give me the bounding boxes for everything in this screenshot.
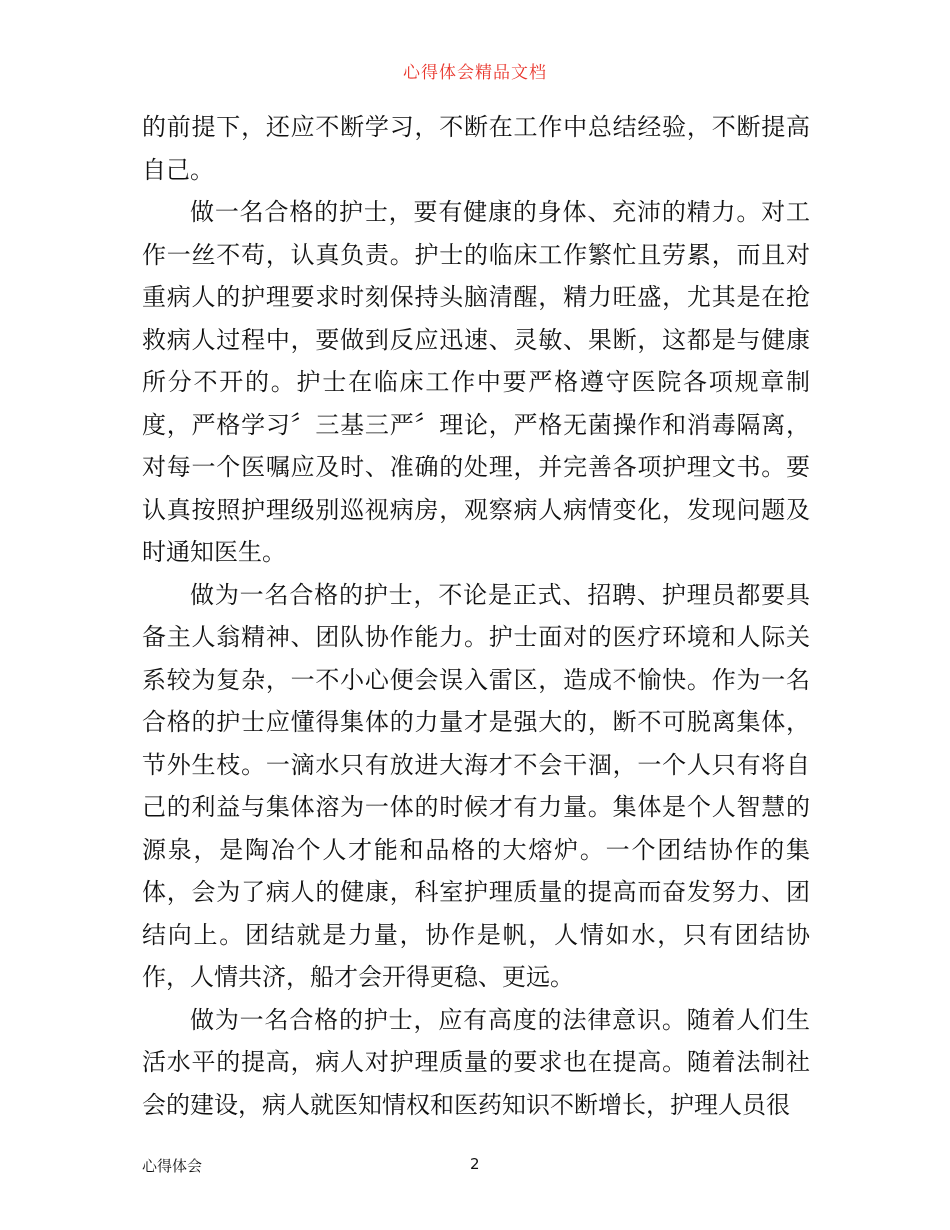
paragraph-health: 做一名合格的护士，要有健康的身体、充沛的精力。对工作一丝不苟，认真负责。护士的临床工作繁忙且劳累，而且对重病人的护理要求时刻保持头脑清醒，精力旺盛，尤其是在抢救病人过程中，要做到反应迅速、灵敏、果断，这都是与健康所分不开的。护士在临床工作中要严格遵守医院各项规章制度，严格学习〞三基三严〞理论，严格无菌操作和消毒隔离，对每一个医嘱应及时、准确的处理，并完善各项护理文书。要认真按照护理级别巡视病房，观察病人病情变化，发现问题及时通知医生。 <box>142 198 810 566</box>
document-body <box>142 106 810 1126</box>
page-header-title: 心得体会精品文档 <box>403 63 547 83</box>
page-number: 2 <box>470 1155 480 1173</box>
page-footer-label: 心得体会 <box>142 1157 203 1175</box>
paragraph-legal-awareness: 做为一名合格的护士，应有高度的法律意识。随着人们生活水平的提高，病人对护理质量的要求也在提高。随着法制社会的建设，病人就医知情权和医药知识不断增长，护理人员很 <box>142 1005 810 1119</box>
paragraph-continuation: 的前提下，还应不断学习，不断在工作中总结经验，不断提高自己。 <box>142 113 810 184</box>
paragraph-teamwork: 做为一名合格的护士，不论是正式、招聘、护理员都要具备主人翁精神、团队协作能力。护士面对的医疗环境和人际关系较为复杂，一不小心便会误入雷区，造成不愉快。作为一名合格的护士应懂得集体的力量才是强大的，断不可脱离集体，节外生枝。一滴水只有放进大海才不会干涸，一个人只有将自己的利益与集体溶为一体的时候才有力量。集体是个人智慧的源泉，是陶冶个人才能和品格的大熔炉。一个团结协作的集体，会为了病人的健康，科室护理质量的提高而奋发努力、团结向上。团结就是力量，协作是帆，人情如水，只有团结协作，人情共济，船才会开得更稳、更远。 <box>142 580 810 991</box>
